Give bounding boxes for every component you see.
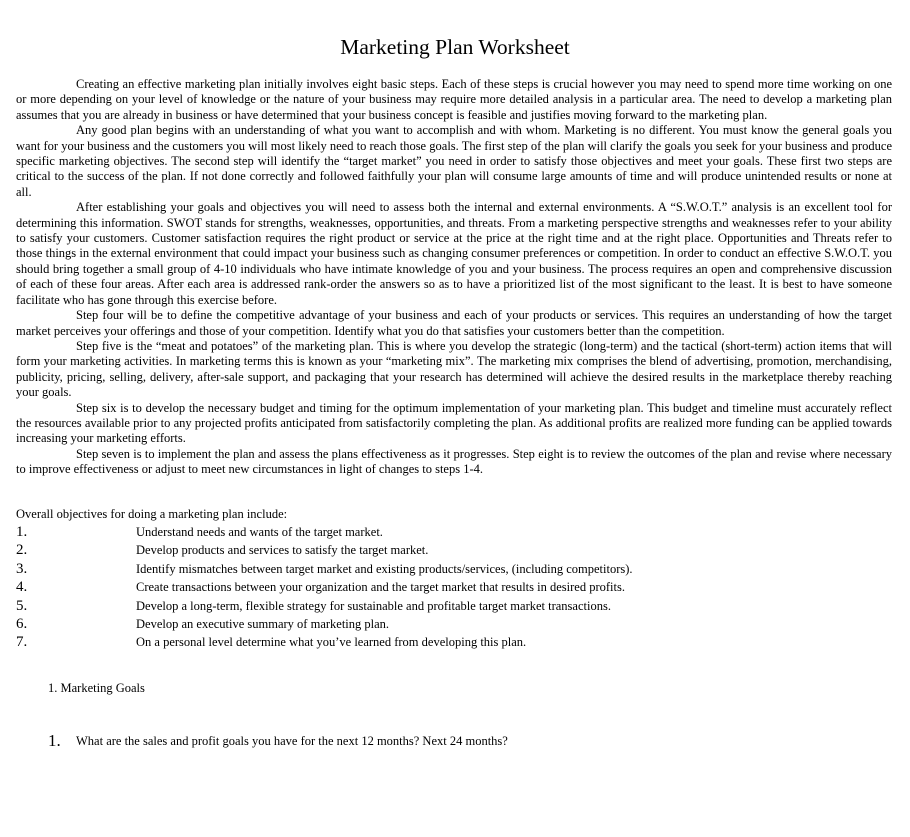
list-number: 1.	[16, 524, 28, 540]
list-number: 7.	[16, 634, 28, 651]
list-number: 2.	[16, 542, 28, 559]
list-item-text: Develop an executive summary of marketing plan.	[136, 616, 390, 631]
list-item-text: Identify mismatches between target market and existing products/services, (including competitors).	[136, 561, 633, 576]
list-item-text: Understand needs and wants of the target market.	[136, 525, 383, 539]
paragraph-overview: Creating an effective marketing plan initially involves eight basic steps. Each of these steps is crucial however you may need to spend more time working on one or more depending on your level of knowledge or the nature of your business may require more detailed analysis in a particular area. The need to develop a marketing plan assumes that you are already in business or have determined that your business concept is feasible and justifies moving forward to the marketing plan.	[16, 77, 892, 122]
paragraph-step-four: Step four will be to define the competitive advantage of your business and each of your products or services. This requires an understanding of how the target market perceives your offerings and those of your competition. Identify what you do that satisfies your customers better than the competition.	[16, 308, 892, 338]
section-heading-marketing-goals: 1. Marketing Goals	[48, 681, 145, 695]
paragraph-swot: After establishing your goals and objectives you will need to assess both the internal and external environments. A “S.W.O.T.” analysis is an excellent tool for determining this information. SWOT stands for strengths, weaknesses, opportunities, and threats. From a marketing perspective strengths and weaknesses refer to your ability to satisfy your customers. Customer satisfaction requires the right product or service at the price at the right time and at the right place. Opportunities and Threats refer to those things in the external environment that could impact your business such as changing consumer preferences or competition. In order to conduct an effective S.W.O.T. you should bring together a small group of 4-10 individuals who have intimate knowledge of you and your business. The process requires an open and comprehensive discussion of each of these four areas. After each area is addressed rank-order the answers so as to have a prioritized list of the most significant to the least. It is best to have someone facilitate who has gone through this exercise before.	[16, 200, 892, 307]
list-item-text: Create transactions between your organization and the target market that results in desired profits.	[136, 580, 625, 595]
list-number: 4.	[16, 579, 28, 596]
paragraph-step-seven: Step seven is to implement the plan and assess the plans effectiveness as it progresses. Step eight is to review the outcomes of the plan and revise where necessary to improve effectiveness or adjust to meet new circumstances in light of changes to steps 1-4.	[16, 446, 892, 477]
question-number: 1.	[48, 731, 61, 750]
objectives-intro: Overall objectives for doing a marketing plan include:	[16, 507, 288, 521]
list-number: 6.	[16, 615, 28, 632]
list-item-text: On a personal level determine what you’ve learned from developing this plan.	[136, 635, 527, 650]
list-number: 3.	[16, 560, 28, 577]
list-number: 5.	[16, 597, 28, 614]
list-item-text: Develop products and services to satisfy the target market.	[136, 543, 429, 558]
paragraph-step-six: Step six is to develop the necessary budget and timing for the optimum implementation of your marketing plan. This budget and timeline must accurately reflect the resources available prior to any projected profits anticipated from satisfactorily completing the plan. As additional profits are realized more funding can be applied towards increasing your marketing efforts.	[16, 400, 892, 446]
question-text: What are the sales and profit goals you have for the next 12 months? Next 24 months?	[76, 734, 508, 748]
intro-body	[16, 77, 892, 478]
list-item-text: Develop a long-term, flexible strategy for sustainable and profitable target market transactions.	[136, 598, 611, 613]
paragraph-goals: Any good plan begins with an understanding of what you want to accomplish and with whom. Marketing is no different. You must know the general goals you want for your business and the customers you will most likely need to reach those goals. The first step of the plan will clarify the goals you seek for your business and produce specific marketing objectives. The second step will identify the “target market” you need in order to satisfy those objectives and meet your goals. These first two steps are critical to the success of the plan. If not done correctly and followed faithfully your plan will consume large amounts of time and will produce unintended results or none at all.	[16, 123, 892, 199]
paragraph-step-five: Step five is the “meat and potatoes” of the marketing plan. This is where you develop the strategic (long-term) and the tactical (short-term) action items that will form your marketing activities. In marketing terms this is known as your “marketing mix”. The marketing mix comprises the blend of advertising, promotion, merchandising, publicity, pricing, selling, delivery, after-sale support, and packaging that your research has determined will achieve the desired results in the marketplace thereby reaching your goals.	[16, 338, 892, 400]
page-title: Marketing Plan Worksheet	[340, 35, 570, 59]
